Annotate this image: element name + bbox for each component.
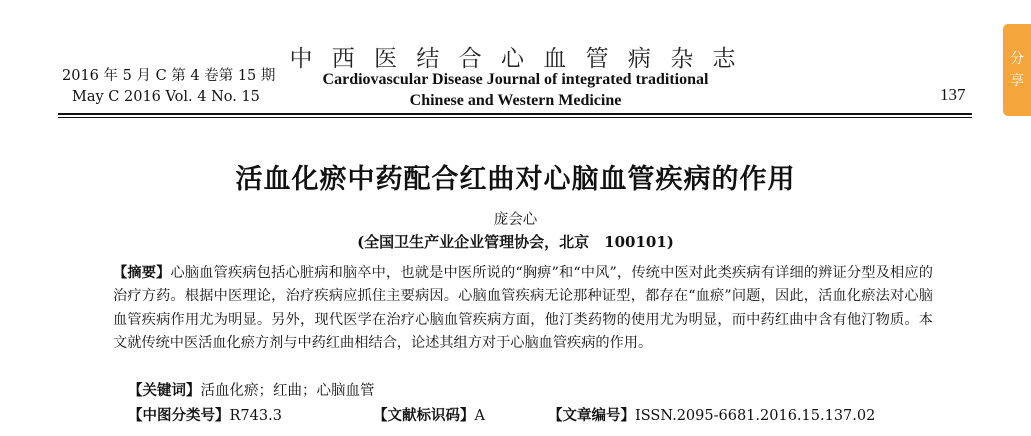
article-title: 活血化瘀中药配合红曲对心脑血管疾病的作用 — [235, 164, 796, 195]
page-number: 137 — [940, 85, 966, 104]
article-number — [548, 404, 875, 425]
header-rule-thin — [58, 117, 972, 118]
journal-title-en-line2: Chinese and Western Medicine — [409, 92, 622, 109]
header-rule-thick — [58, 113, 972, 115]
abstract-tag: 【摘要】 — [113, 265, 171, 281]
article-affiliation: (全国卫生产业企业管理协会，北京 100101) — [357, 233, 674, 251]
journal-title-en — [0, 69, 1031, 111]
abstract — [113, 262, 933, 355]
clc-value: R743.3 — [229, 408, 282, 424]
abstract-text: 心脑血管疾病包括心脏病和脑卒中，也就是中医所说的“胸痹”和“中风”，传统中医对此类疾病有详细的辨证分型及相应的治疗方药。根据中医理论，治疗疾病应抓住主要病因。心脑血管疾病无论那种证型，都存在“血瘀”问题，因此，活血化瘀法对心脑血管疾病作用尤为明显。另外，现代医学在治疗心脑血管疾病方面，他汀类药物的使用尤为明显，而中药红曲中含有他汀物质。本文就传统中医活血化瘀方剂与中药红曲相结合，论述其组方对于心脑血管疾病的作用。 — [113, 265, 933, 351]
doc-code-tag: 【文献标识码】 — [373, 408, 475, 424]
share-label-1: 分 — [1010, 51, 1024, 67]
article-author: 庞会心 — [493, 212, 538, 228]
share-button[interactable] — [1003, 24, 1031, 116]
journal-title-en-line1: Cardiovascular Disease Journal of integrated traditional — [322, 71, 709, 88]
keywords-text: 活血化瘀；红曲；心脑血管 — [200, 383, 375, 399]
doc-code-value: A — [474, 408, 485, 424]
issue-cn: 2016 年 5 月 C 第 4 卷第 15 期 — [62, 68, 276, 84]
document-code — [373, 404, 485, 425]
keywords — [128, 379, 375, 400]
issue-en: May C 2016 Vol. 4 No. 15 — [72, 89, 260, 105]
journal-title-cn: 中 西 医 结 合 心 血 管 病 杂 志 — [289, 46, 742, 72]
share-label-2: 享 — [1010, 73, 1024, 89]
clc-number — [128, 404, 282, 425]
keywords-tag: 【关键词】 — [128, 383, 201, 399]
clc-tag: 【中图分类号】 — [128, 408, 230, 424]
article-no-value: ISSN.2095-6681.2016.15.137.02 — [635, 408, 876, 424]
article-no-tag: 【文章编号】 — [548, 408, 635, 424]
